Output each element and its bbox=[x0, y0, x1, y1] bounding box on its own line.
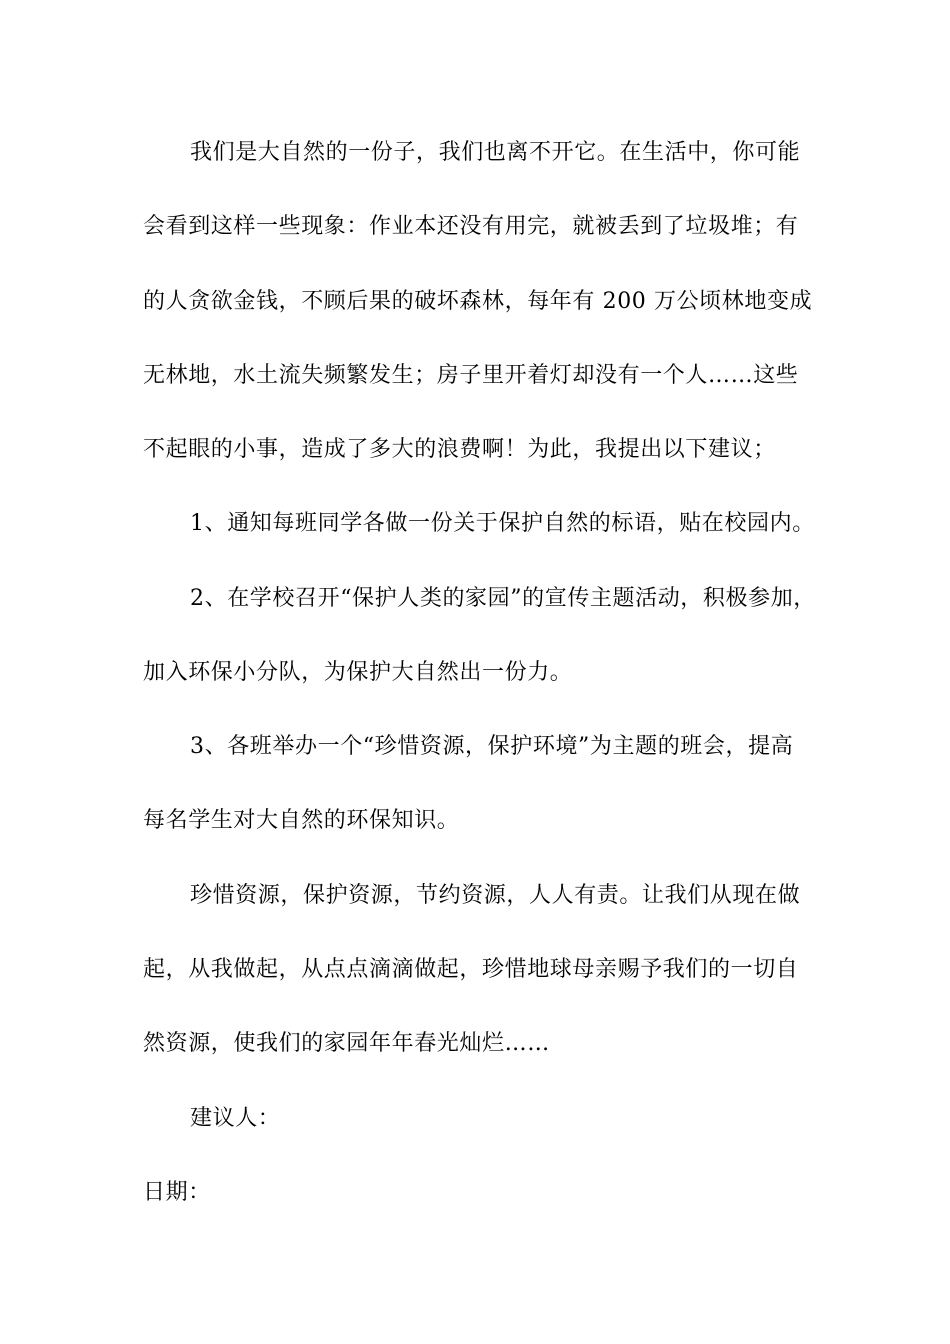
paragraph-intro-line-4: 无林地，水土流失频繁发生；房子里开着灯却没有一个人……这些 bbox=[143, 363, 799, 388]
paragraph-closing-line-1: 珍惜资源，保护资源，节约资源，人人有责。让我们从现在做 bbox=[190, 883, 801, 908]
suggestion-3-line-2: 每名学生对大自然的环保知识。 bbox=[143, 808, 460, 833]
date-label: 日期： bbox=[143, 1180, 211, 1205]
paragraph-intro-line-1: 我们是大自然的一份子，我们也离不开它。在生活中，你可能 bbox=[190, 140, 801, 165]
paragraph-closing-line-2: 起，从我做起，从点点滴滴做起，珍惜地球母亲赐予我们的一切自 bbox=[143, 957, 799, 982]
suggestion-2-line-2: 加入环保小分队，为保护大自然出一份力。 bbox=[143, 660, 573, 685]
paragraph-intro-line-3: 的人贪欲金钱，不顾后果的破坏森林，每年有 200 万公顷林地变成 bbox=[143, 289, 813, 314]
paragraph-closing-line-3: 然资源，使我们的家园年年春光灿烂…… bbox=[143, 1031, 550, 1056]
proposer-label: 建议人： bbox=[190, 1106, 281, 1131]
suggestion-3-line-1: 3、各班举办一个“珍惜资源，保护环境”为主题的班会，提高 bbox=[190, 734, 794, 759]
suggestion-2-line-1: 2、在学校召开“保护人类的家园”的宣传主题活动，积极参加， bbox=[190, 586, 816, 611]
paragraph-intro-line-5: 不起眼的小事，造成了多大的浪费啊！为此，我提出以下建议； bbox=[143, 437, 776, 462]
suggestion-1: 1、通知每班同学各做一份关于保护自然的标语，贴在校园内。 bbox=[190, 511, 815, 536]
paragraph-intro-line-2: 会看到这样一些现象：作业本还没有用完，就被丢到了垃圾堆；有 bbox=[143, 214, 799, 239]
